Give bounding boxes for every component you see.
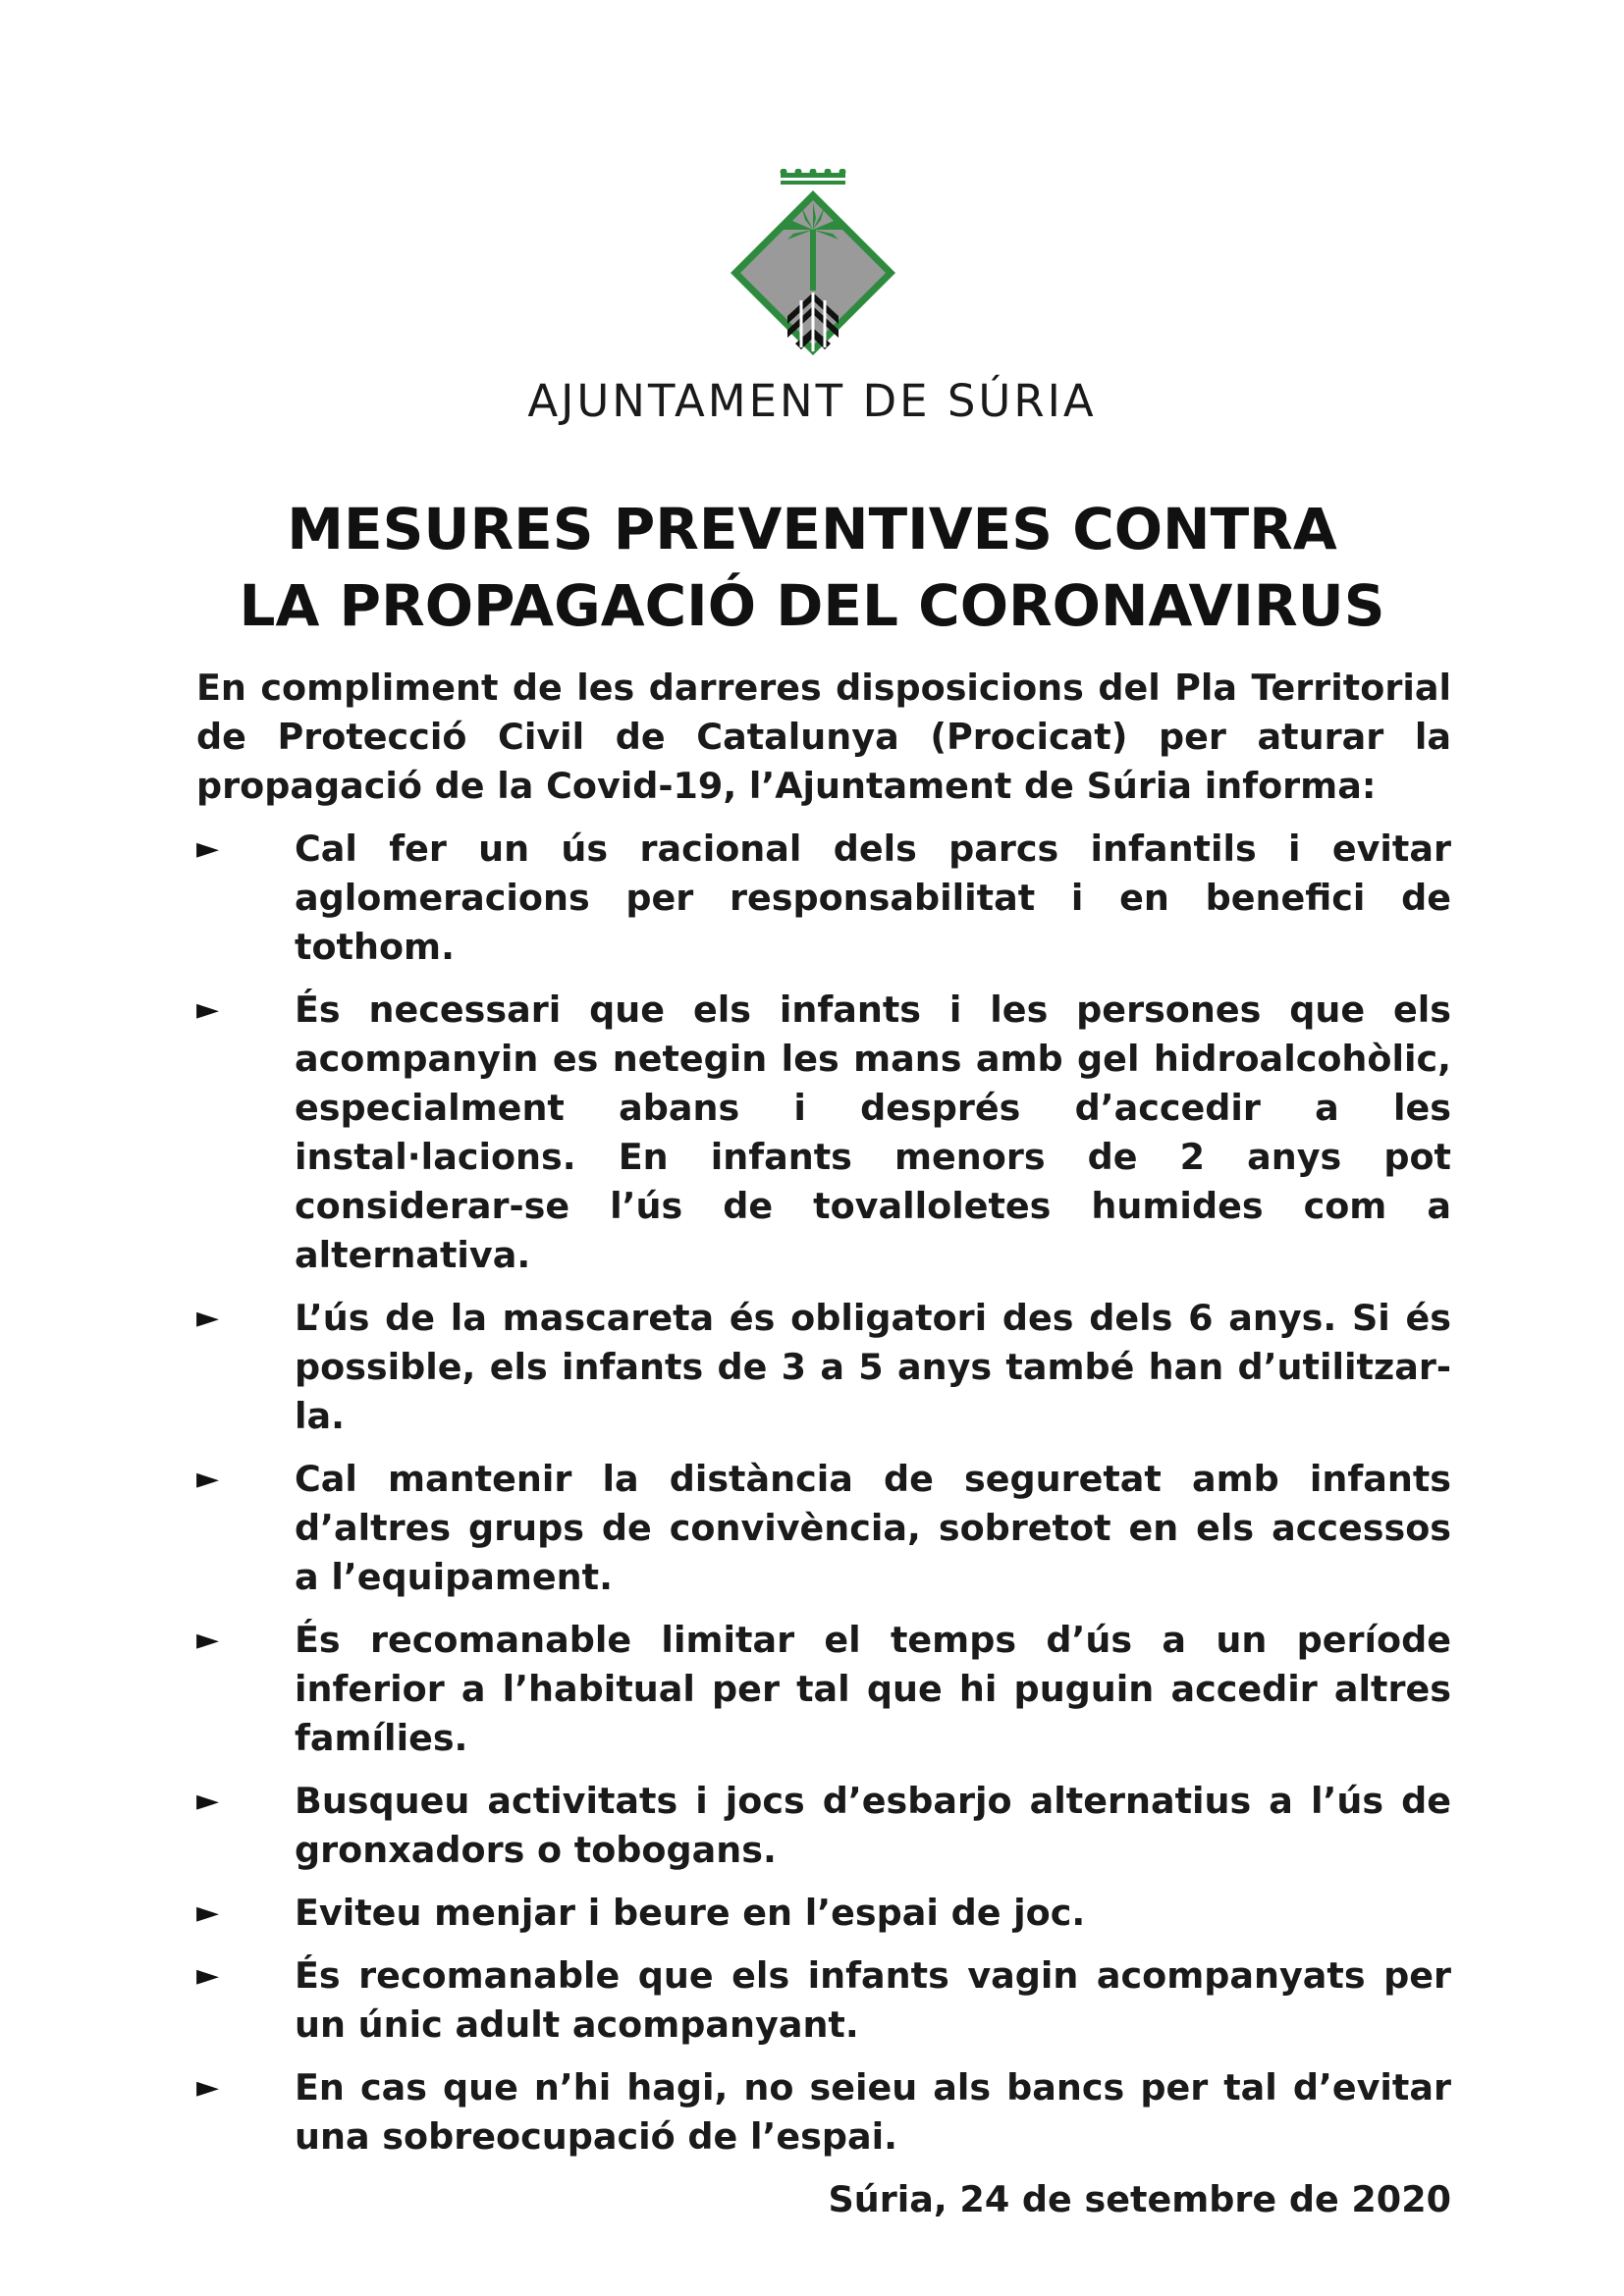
list-item	[196, 1889, 1451, 1938]
bullet-arrow-icon: ►	[196, 1958, 220, 1993]
bullet-arrow-icon: ►	[196, 992, 220, 1027]
list-item-text: Cal fer un ús racional dels parcs infantils i evitar aglomeracions per responsabilitat i en benefici de tothom.	[295, 828, 1451, 968]
list-item	[196, 1951, 1451, 2050]
bullet-arrow-icon: ►	[196, 831, 220, 866]
list-item	[196, 986, 1451, 1280]
list-item-text: L’ús de la mascareta és obligatori des dels 6 anys. Si és possible, els infants de 3 a 5 anys també han d’utilitzar-la.	[295, 1297, 1451, 1437]
bullet-arrow-icon: ►	[196, 1462, 220, 1496]
list-item	[196, 2063, 1451, 2162]
measures-list	[196, 825, 1451, 2162]
bullet-arrow-icon: ►	[196, 2070, 220, 2105]
document-date: Súria, 24 de setembre de 2020	[828, 2178, 1451, 2220]
coat-of-arms-icon	[727, 169, 899, 365]
page-title	[0, 491, 1624, 644]
list-item-text: És necessari que els infants i les persones que els acompanyin es netegin les mans amb gel hidroalcohòlic, especialment abans i després d’accedir a les instal·lacions. En infants menors de 2 anys pot considerar-se l’ús de tovalloletes humides com a alternativa.	[295, 988, 1451, 1276]
notice-body	[196, 664, 1451, 2224]
bullet-arrow-icon: ►	[196, 1784, 220, 1818]
list-item	[196, 825, 1451, 972]
organization-name: AJUNTAMENT DE SÚRIA	[527, 375, 1097, 427]
list-item	[196, 1294, 1451, 1441]
bullet-arrow-icon: ►	[196, 1623, 220, 1657]
list-item	[196, 1616, 1451, 1763]
list-item	[196, 1777, 1451, 1875]
list-item-text: Eviteu menjar i beure en l’espai de joc.	[295, 1892, 1086, 1934]
list-item-text: Cal mantenir la distància de seguretat amb infants d’altres grups de convivència, sobretot en els accessos a l’equipament.	[295, 1458, 1451, 1598]
bullet-arrow-icon: ►	[196, 1301, 220, 1335]
bullet-arrow-icon: ►	[196, 1896, 220, 1930]
crown-icon	[781, 169, 846, 185]
list-item-text: És recomanable que els infants vagin acompanyats per un únic adult acompanyant.	[295, 1954, 1451, 2046]
title-line-1: MESURES PREVENTIVES CONTRA	[287, 496, 1337, 562]
intro-paragraph: En compliment de les darreres disposicions del Pla Territorial de Protecció Civil de Catalunya (Procicat) per aturar la propagació de la Covid-19, l’Ajuntament de Súria informa:	[196, 667, 1451, 807]
list-item-text: Busqueu activitats i jocs d’esbarjo alternatius a l’ús de gronxadors o tobogans.	[295, 1780, 1451, 1871]
list-item-text: És recomanable limitar el temps d’ús a un període inferior a l’habitual per tal que hi puguin accedir altres famílies.	[295, 1619, 1451, 1759]
list-item-text: En cas que n’hi hagi, no seieu als bancs per tal d’evitar una sobreocupació de l’espai.	[295, 2066, 1451, 2158]
list-item	[196, 1455, 1451, 1602]
title-line-2: LA PROPAGACIÓ DEL CORONAVIRUS	[239, 572, 1385, 639]
